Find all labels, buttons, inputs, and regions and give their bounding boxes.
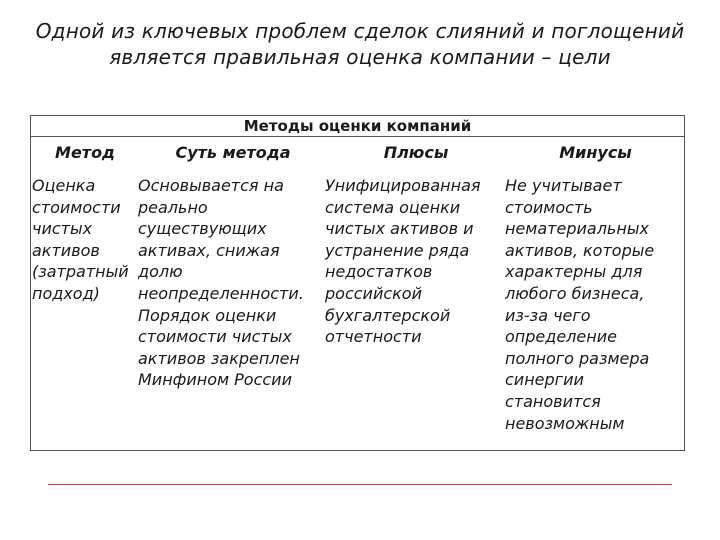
cell-pros: Унифицированная система оценки чистых активов и устранение ряда недостатков российской бухгалтерской отчетности [325,176,481,347]
column-header-pros: Плюсы [383,143,449,162]
slide-title-line-1: Одной из ключевых проблем сделок слияний и поглощений [35,19,685,43]
table-caption: Методы оценки компаний [31,116,684,137]
column-header-essence: Суть метода [175,143,291,162]
footer-divider [48,484,672,485]
slide-title [20,18,700,70]
slide-title-line-2: является правильная оценка компании – цели [109,45,611,69]
cell-method: Оценка стоимости чистых активов (затратный подход) [32,176,129,303]
cell-cons: Не учитывает стоимость нематериальных активов, которые характерны для любого бизнеса, из-за чего определение полного размера синергии становится невозможным [505,176,655,433]
cell-essence: Основывается на реально существующих активах, снижая долю неопределенности. Порядок оценки стоимости чистых активов закреплен Минфином России [138,176,304,390]
column-header-cons: Минусы [559,143,632,162]
valuation-methods-table [30,115,685,451]
column-header-method: Метод [55,143,115,162]
